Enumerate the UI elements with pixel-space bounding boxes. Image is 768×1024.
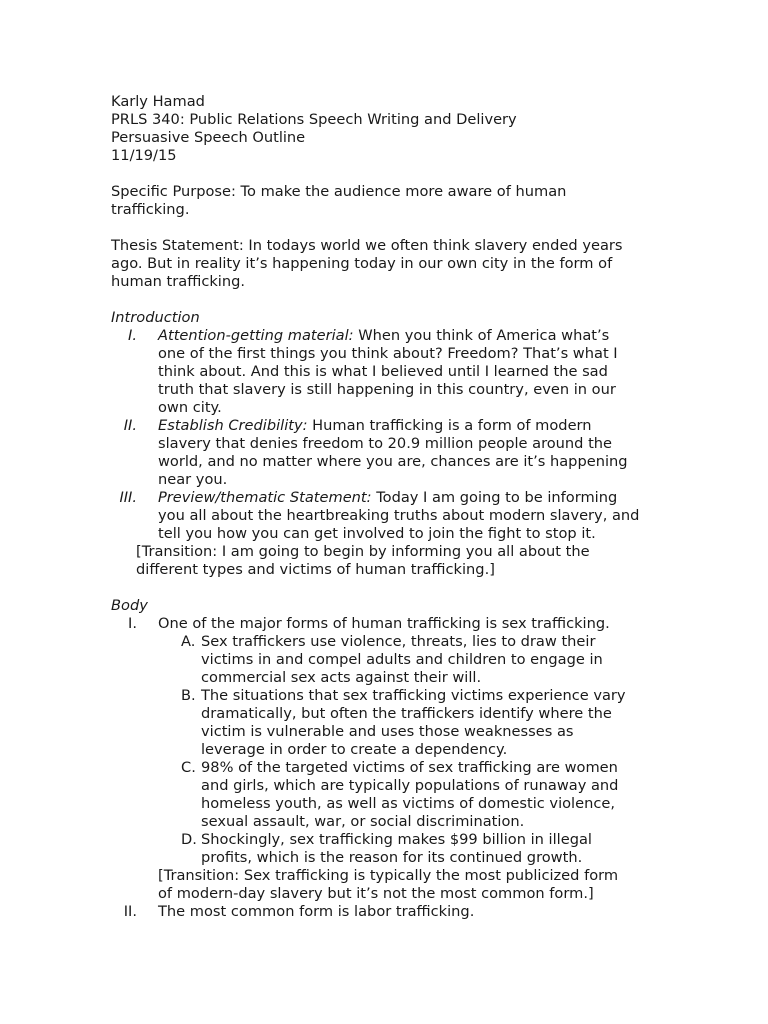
sub-point-text: Shockingly, sex trafficking makes $99 billion in illegal xyxy=(201,831,592,848)
sub-point xyxy=(111,759,671,831)
sub-point-text: victims in and compel adults and children to engage in xyxy=(201,651,603,668)
body-list xyxy=(111,615,671,633)
item-text: you all about the heartbreaking truths about modern slavery, and xyxy=(158,507,640,524)
transition-line: different types and victims of human trafficking.] xyxy=(136,561,495,578)
author-name: Karly Hamad xyxy=(111,93,205,110)
sub-point-text: sexual assault, war, or social discrimination. xyxy=(201,813,525,830)
sub-point-text: The situations that sex trafficking victims experience vary xyxy=(201,687,626,704)
item-text: When you think of America what’s xyxy=(353,327,610,344)
course-title: PRLS 340: Public Relations Speech Writing and Delivery xyxy=(111,111,517,128)
sub-point-text: profits, which is the reason for its continued growth. xyxy=(201,849,583,866)
introduction-transition xyxy=(111,543,671,579)
introduction-item xyxy=(111,417,671,489)
introduction-item xyxy=(111,489,671,543)
sub-point-letter: A. xyxy=(181,633,196,650)
item-label: Establish Credibility: xyxy=(158,417,308,434)
thesis-line: ago. But in reality it’s happening today in our own city in the form of xyxy=(111,255,613,272)
item-number: II. xyxy=(123,417,137,434)
item-text: Human trafficking is a form of modern xyxy=(307,417,592,434)
body-list xyxy=(111,903,671,921)
sub-point-text: 98% of the targeted victims of sex trafficking are women xyxy=(201,759,618,776)
sub-point-list xyxy=(111,633,671,867)
item-text: The most common form is labor trafficking. xyxy=(158,903,475,920)
item-number: I. xyxy=(128,327,137,344)
body-item xyxy=(111,903,671,921)
introduction-section xyxy=(111,309,671,579)
sub-point-letter: B. xyxy=(181,687,196,704)
sub-point xyxy=(111,831,671,867)
purpose-line: trafficking. xyxy=(111,201,190,218)
outline-content xyxy=(111,93,671,921)
document-date: 11/19/15 xyxy=(111,147,177,164)
transition-line: [Transition: Sex trafficking is typically the most publicized form xyxy=(158,867,619,884)
sub-point xyxy=(111,687,671,759)
sub-point-letter: C. xyxy=(181,759,196,776)
item-text: world, and no matter where you are, chances are it’s happening xyxy=(158,453,628,470)
body-heading: Body xyxy=(111,597,148,614)
body-transition xyxy=(111,867,671,903)
sub-point-letter: D. xyxy=(181,831,197,848)
sub-point-text: homeless youth, as well as victims of domestic violence, xyxy=(201,795,615,812)
item-text: think about. And this is what I believed until I learned the sad xyxy=(158,363,608,380)
item-text: own city. xyxy=(158,399,222,416)
sub-point-text: victim is vulnerable and uses those weaknesses as xyxy=(201,723,574,740)
item-number: II. xyxy=(123,903,137,920)
thesis-line: Thesis Statement: In todays world we often think slavery ended years xyxy=(111,237,623,254)
specific-purpose xyxy=(111,183,671,219)
introduction-heading: Introduction xyxy=(111,309,200,326)
sub-point xyxy=(111,633,671,687)
introduction-item xyxy=(111,327,671,417)
item-text: one of the first things you think about? Freedom? That’s what I xyxy=(158,345,618,362)
introduction-list xyxy=(111,327,671,543)
item-text: Today I am going to be informing xyxy=(371,489,618,506)
sub-point-text: dramatically, but often the traffickers identify where the xyxy=(201,705,612,722)
item-text: near you. xyxy=(158,471,228,488)
item-text: tell you how you can get involved to join the fight to stop it. xyxy=(158,525,596,542)
transition-line: [Transition: I am going to begin by informing you all about the xyxy=(136,543,590,560)
thesis-statement xyxy=(111,237,671,291)
sub-point-text: commercial sex acts against their will. xyxy=(201,669,482,686)
item-number: I. xyxy=(128,615,137,632)
item-label: Attention-getting material: xyxy=(158,327,354,344)
transition-line: of modern-day slavery but it’s not the most common form.] xyxy=(158,885,594,902)
sub-point-text: leverage in order to create a dependency. xyxy=(201,741,508,758)
document-type: Persuasive Speech Outline xyxy=(111,129,306,146)
item-text: slavery that denies freedom to 20.9 million people around the xyxy=(158,435,613,452)
sub-point-text: and girls, which are typically populations of runaway and xyxy=(201,777,619,794)
item-text: truth that slavery is still happening in this country, even in our xyxy=(158,381,616,398)
item-number: III. xyxy=(119,489,137,506)
purpose-line: Specific Purpose: To make the audience more aware of human xyxy=(111,183,567,200)
body-section xyxy=(111,597,671,921)
body-item xyxy=(111,615,671,633)
thesis-line: human trafficking. xyxy=(111,273,246,290)
header-block xyxy=(111,93,671,165)
item-label: Preview/thematic Statement: xyxy=(158,489,372,506)
item-text: One of the major forms of human trafficking is sex trafficking. xyxy=(158,615,610,632)
sub-point-text: Sex traffickers use violence, threats, lies to draw their xyxy=(201,633,596,650)
